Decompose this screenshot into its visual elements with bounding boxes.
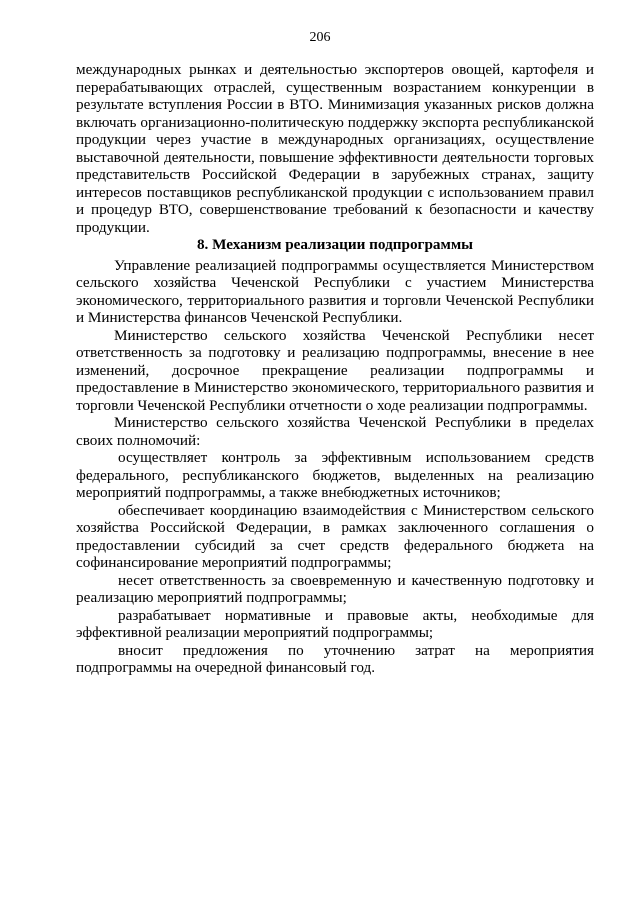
list-item-preparation: несет ответственность за своевременную и качественную подготовку и реализацию мероприятий подпрограммы; <box>76 571 594 606</box>
page-number: 206 <box>309 30 331 45</box>
list-item-legal-acts: разрабатывает нормативные и правовые акты, необходимые для эффективной реализации мероприятий подпрограммы; <box>76 606 594 641</box>
list-item-proposals: вносит предложения по уточнению затрат на мероприятия подпрограммы на очередной финансовый год. <box>76 641 594 676</box>
paragraph-responsibility: Министерство сельского хозяйства Чеченской Республики несет ответственность за подготовку и реализацию подпрограммы, внесение в нее изменений, досрочное прекращение реализации подпрограммы и предоставление в Министерство экономического, территориального развития и торговли Чеченской Республики отчетности о ходе реализации подпрограммы. <box>76 326 594 414</box>
list-item-control: осуществляет контроль за эффективным использованием средств федерального, республиканского бюджетов, выделенных на реализацию мероприятий подпрограммы, а также внебюджетных источников; <box>76 449 594 501</box>
intro-paragraph: международных рынках и деятельностью экспортеров овощей, картофеля и перерабатывающих отраслей, существенным возрастанием конкуренции в результате вступления России в ВТО. Минимизация указанных рисков должна включать организационно-политическую поддержку экспорта республиканской продукции через участие в международных организациях, осуществление выставочной деятельности, повышение эффективности деятельности торговых представительств Российской Федерации в зарубежных странах, защиту интересов поставщиков республиканской продукции с использованием правил и процедур ВТО, совершенствование требований к безопасности и качеству продукции. <box>76 61 594 236</box>
paragraph-powers: Министерство сельского хозяйства Чеченской Республики в пределах своих полномочий: <box>76 414 594 449</box>
list-item-coordination: обеспечивает координацию взаимодействия с Министерством сельского хозяйства Российской Федерации, в рамках заключенного соглашения о предоставлении субсидий за счет средств федерального бюджета на софинансирование мероприятий подпрограммы; <box>76 501 594 571</box>
section-heading: 8. Механизм реализации подпрограммы <box>196 236 474 253</box>
paragraph-management: Управление реализацией подпрограммы осуществляется Министерством сельского хозяйства Чеченской Республики с участием Министерства экономического, территориального развития и торговли Чеченской Республики и Министерства финансов Чеченской Республики. <box>76 256 594 326</box>
document-body <box>76 61 594 677</box>
